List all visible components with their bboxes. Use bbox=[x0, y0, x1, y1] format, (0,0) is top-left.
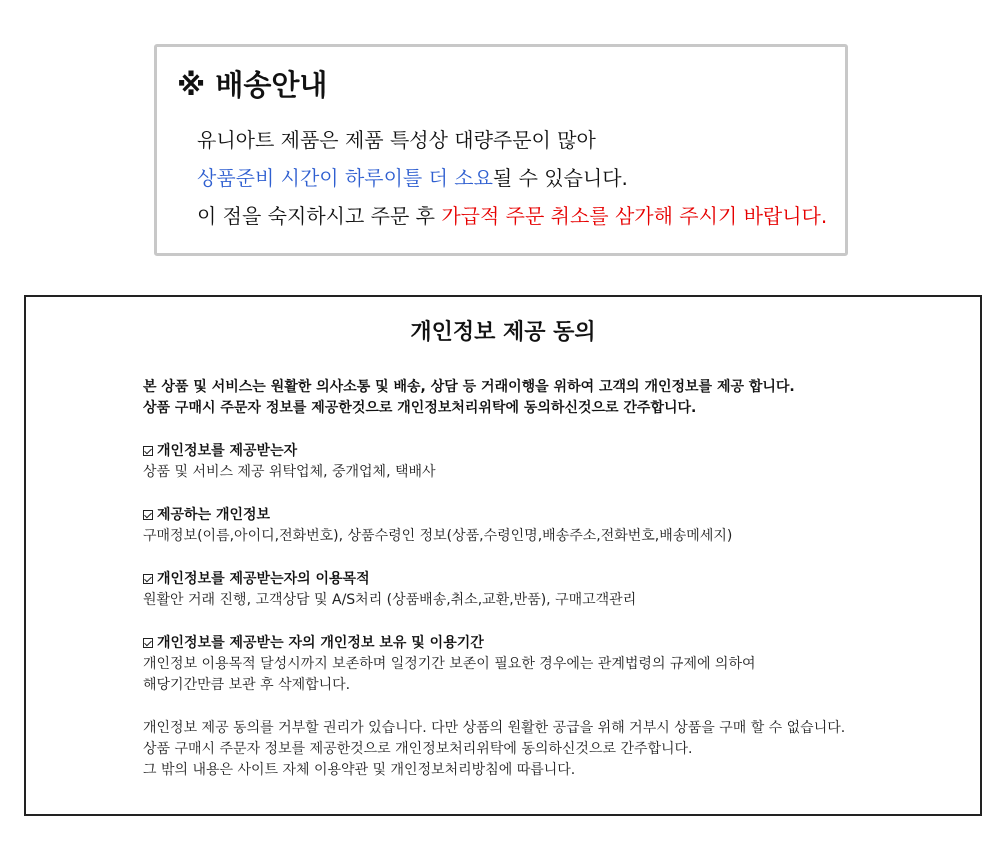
spacer bbox=[143, 419, 845, 441]
delivery-notice-line-2-rest: 될 수 있습니다. bbox=[492, 166, 628, 190]
closing-line-3: 그 밖의 내용은 사이트 자체 이용약관 및 개인정보처리방침에 따릅니다. bbox=[143, 762, 576, 778]
section-heading-text: 개인정보를 제공받는자의 이용목적 bbox=[157, 571, 370, 587]
delivery-notice-highlight-red: 가급적 주문 취소를 삼가해 주시기 바랍니다. bbox=[441, 204, 828, 228]
delivery-notice-line-3-plain: 이 점을 숙지하시고 주문 후 bbox=[197, 204, 442, 228]
spacer bbox=[143, 611, 845, 633]
spacer bbox=[143, 547, 845, 569]
section-heading-retention bbox=[143, 633, 845, 654]
section-heading-text: 개인정보를 제공받는 자의 개인정보 보유 및 이용기간 bbox=[157, 635, 484, 651]
section-heading-provided-info bbox=[143, 505, 845, 526]
section-line-retention-1: 개인정보 이용목적 달성시까지 보존하며 일정기간 보존이 필요한 경우에는 관계법령의 규제에 의하여 bbox=[143, 656, 756, 672]
section-heading-recipient bbox=[143, 441, 845, 462]
delivery-notice-line-3 bbox=[197, 197, 827, 235]
delivery-notice-title bbox=[177, 67, 327, 103]
checkbox-checked-icon bbox=[143, 638, 153, 648]
delivery-notice-box bbox=[154, 44, 848, 256]
closing-line-1: 개인정보 제공 동의를 거부할 권리가 있습니다. 다만 상품의 원활한 공급을 위해 거부시 상품을 구매 할 수 없습니다. bbox=[143, 720, 846, 736]
privacy-consent-title: 개인정보 제공 동의 bbox=[410, 320, 596, 345]
section-line-retention-2: 해당기간만큼 보관 후 삭제합니다. bbox=[143, 677, 351, 693]
delivery-notice-title-text: 배송안내 bbox=[215, 68, 328, 102]
checkbox-checked-icon bbox=[143, 574, 153, 584]
spacer bbox=[143, 483, 845, 505]
delivery-notice-line-1: 유니아트 제품은 제품 특성상 대량주문이 많아 bbox=[197, 128, 596, 152]
privacy-consent-body bbox=[143, 377, 845, 781]
section-line-provided-info: 구매정보(이름,아이디,전화번호), 상품수령인 정보(상품,수령인명,배송주소,전화번호,배송메세지) bbox=[143, 528, 733, 544]
reference-mark-icon: ※ bbox=[177, 68, 206, 102]
section-line-recipient: 상품 및 서비스 제공 위탁업체, 중개업체, 택배사 bbox=[143, 464, 436, 480]
closing-line-2: 상품 구매시 주문자 정보를 제공한것으로 개인정보처리위탁에 동의하신것으로 간주합니다. bbox=[143, 741, 693, 757]
intro-line-2: 상품 구매시 주문자 정보를 제공한것으로 개인정보처리위탁에 동의하신것으로 간주합니다. bbox=[143, 400, 697, 416]
section-heading-text: 개인정보를 제공받는자 bbox=[157, 443, 298, 459]
section-heading-purpose bbox=[143, 569, 845, 590]
section-line-purpose: 원활안 거래 진행, 고객상담 및 A/S처리 (상품배송,취소,교환,반품), 구매고객관리 bbox=[143, 592, 637, 608]
delivery-notice-body bbox=[197, 121, 827, 235]
privacy-consent-box bbox=[24, 295, 982, 816]
intro-line-1: 본 상품 및 서비스는 원활한 의사소통 및 배송, 상담 등 거래이행을 위하여 고객의 개인정보를 제공 합니다. bbox=[143, 379, 795, 395]
section-heading-text: 제공하는 개인정보 bbox=[157, 507, 271, 523]
checkbox-checked-icon bbox=[143, 510, 153, 520]
delivery-notice-line-2 bbox=[197, 159, 827, 197]
spacer bbox=[143, 696, 845, 718]
checkbox-checked-icon bbox=[143, 446, 153, 456]
delivery-notice-highlight-blue: 상품준비 시간이 하루이틀 더 소요 bbox=[197, 166, 493, 190]
